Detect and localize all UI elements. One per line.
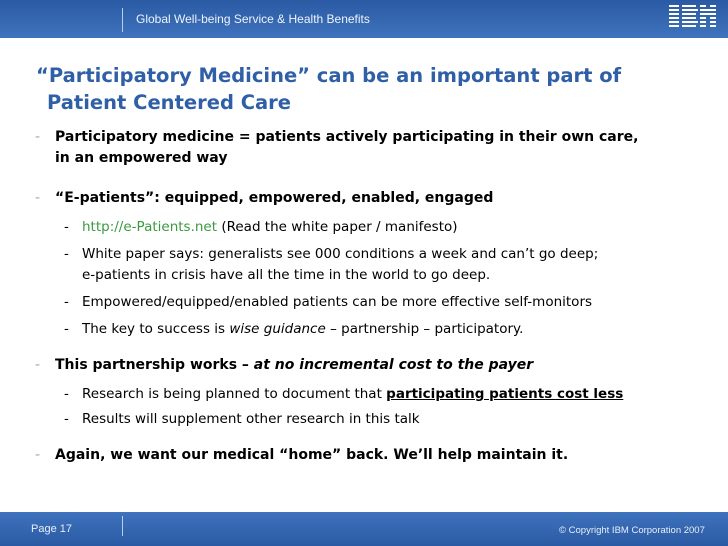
bullet-dash: - xyxy=(35,447,41,463)
sub-bullet-self-monitors: - Empowered/equipped/enabled patients can be more effective self-monitors xyxy=(64,294,593,310)
copyright-text: © Copyright IBM Corporation 2007 xyxy=(559,525,705,536)
sub-bullet-results: - Results will supplement other research in this talk xyxy=(64,411,420,427)
slide-title xyxy=(36,62,686,116)
sub-bullet-white-paper: - White paper says: generalists see 000 conditions a week and can’t go deep; e-patients in crisis have all the time in the world to go deep. xyxy=(64,246,599,283)
bullet-dash: - xyxy=(35,357,41,373)
bullet-dash: - xyxy=(35,129,41,145)
header-bar xyxy=(0,0,728,38)
slide-title-line2: Patient Centered Care xyxy=(47,91,292,114)
bullet-medical-home: - Again, we want our medical “home” back. We’ll help maintain it. xyxy=(55,445,695,466)
ibm-logo-icon xyxy=(669,5,717,27)
sub-bullet-research: - Research is being planned to document that participating patients cost less xyxy=(64,386,624,402)
bullet-partnership: - This partnership works – at no incremental cost to the payer xyxy=(55,355,695,376)
epatients-link[interactable]: http://e-Patients.net xyxy=(82,219,218,235)
header-divider xyxy=(122,8,123,32)
sub-bullet-link: - http://e-Patients.net (Read the white paper / manifesto) xyxy=(64,219,458,235)
page-number: Page 17 xyxy=(31,523,72,535)
bullet-epatients: - “E-patients”: equipped, empowered, enabled, engaged xyxy=(55,188,695,209)
sub-bullet-key-to-success: - The key to success is wise guidance – partnership – participatory. xyxy=(64,321,524,337)
bullet-participatory: - Participatory medicine = patients actively participating in their own care, in an empowered way xyxy=(35,129,639,166)
slide-title-line1: “Participatory Medicine” can be an important part of xyxy=(36,64,622,87)
footer-divider xyxy=(122,516,123,536)
bullet-dash: - xyxy=(35,190,41,206)
header-title: Global Well-being Service & Health Benefits xyxy=(136,12,370,26)
footer-bar xyxy=(0,512,728,546)
